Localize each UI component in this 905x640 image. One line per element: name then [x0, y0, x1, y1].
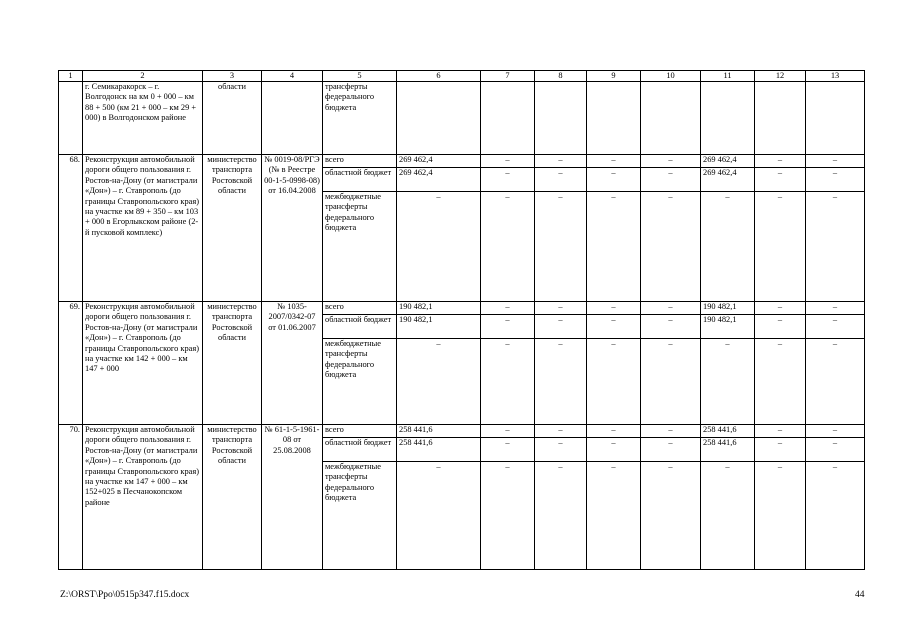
- organization-cell: области: [203, 82, 262, 155]
- header-cell: 7: [481, 71, 535, 82]
- row-number-cell: 68.: [59, 155, 83, 302]
- funding-source-cell: областной бюджет: [323, 438, 397, 462]
- document-cell: № 0019-08/РГЭ (№ в Реестре 00-1-5-0998-08) от 16.04.2008: [262, 155, 323, 302]
- header-cell: 13: [806, 71, 865, 82]
- amount-cell: 190 482,1: [397, 315, 481, 339]
- row-number-cell: 70.: [59, 425, 83, 570]
- table-row-continuation: [59, 82, 865, 155]
- amount-cell: 190 482,1: [397, 302, 481, 315]
- header-cell: 10: [641, 71, 701, 82]
- project-name-cell: Реконструкция автомобильной дороги общего пользования г. Ростов-на-Дону (от магистрали «Дон») – г. Ставрополь (до границы Ставропольского края) на участке км 89 + 350 – км 103 + 000 в Егорлыкском районе (2-й пусковой комплекс): [83, 155, 203, 302]
- amount-cell: 269 462,4: [701, 155, 755, 168]
- project-name-cell: г. Семикаракорск – г. Волгодонск на км 0 + 000 – км 88 + 500 (км 21 + 000 – км 29 + 000) в Волгодонском районе: [83, 82, 203, 155]
- funding-source-cell: областной бюджет: [323, 315, 397, 339]
- amount-cell: 190 482,1: [701, 302, 755, 315]
- amount-cell: 258 441,6: [397, 425, 481, 438]
- footer-file-path: Z:\ORST\Ppo\0515p347.f15.docx: [60, 590, 190, 600]
- amount-cell: 258 441,6: [397, 438, 481, 462]
- table-row: межбюджетные трансферты федерального бюджета – – – – – – – –: [59, 192, 865, 302]
- header-cell: 8: [535, 71, 587, 82]
- header-cell: 11: [701, 71, 755, 82]
- header-cell: 2: [83, 71, 203, 82]
- organization-cell: министерство транспорта Ростовской области: [203, 425, 262, 570]
- funding-source-cell: межбюджетные трансферты федерального бюджета: [323, 462, 397, 570]
- header-cell: 5: [323, 71, 397, 82]
- funding-source-cell: межбюджетные трансферты федерального бюджета: [323, 192, 397, 302]
- table-row: межбюджетные трансферты федерального бюджета – – – – – – – –: [59, 339, 865, 425]
- funding-source-cell: всего: [323, 425, 397, 438]
- funding-source-cell: всего: [323, 155, 397, 168]
- header-cell: 9: [587, 71, 641, 82]
- document-cell: [262, 82, 323, 155]
- header-cell: 4: [262, 71, 323, 82]
- funding-source-cell: всего: [323, 302, 397, 315]
- organization-cell: министерство транспорта Ростовской области: [203, 155, 262, 302]
- funding-source-cell: трансферты федерального бюджета: [323, 82, 397, 155]
- table-row: областной бюджет 190 482,1 – – – – 190 482,1 – –: [59, 315, 865, 339]
- funding-source-cell: межбюджетные трансферты федерального бюджета: [323, 339, 397, 425]
- amount-cell: 269 462,4: [397, 155, 481, 168]
- table-row: 69. Реконструкция автомобильной дороги общего пользования г. Ростов-на-Дону (от магистрали «Дон») – г. Ставрополь (до границы Ставропольского края) на участке км 142 + 000 – км 147 + 000 министерство транспорта Ростовской области № 1035-2007/0342-07 от 01.06.2007 всего 190 482,1 – – – – 190 482,1 – –: [59, 302, 865, 315]
- funding-source-cell: областной бюджет: [323, 168, 397, 192]
- amount-cell: 190 482,1: [701, 315, 755, 339]
- project-name-cell: Реконструкция автомобильной дороги общего пользования г. Ростов-на-Дону (от магистрали «Дон») – г. Ставрополь (до границы Ставропольского края) на участке км 142 + 000 – км 147 + 000: [83, 302, 203, 425]
- column-number-header: [59, 71, 865, 82]
- document-cell: № 61-1-5-1961-08 от 25.08.2008: [262, 425, 323, 570]
- row-number-cell: [59, 82, 83, 155]
- table-row: 70. Реконструкция автомобильной дороги общего пользования г. Ростов-на-Дону (от магистрали «Дон») – г. Ставрополь (до границы Ставропольского края) на участке км 147 + 000 – км 152+025 в Песчанокопском районе министерство транспорта Ростовской области № 61-1-5-1961-08 от 25.08.2008 всего 258 441,6 – – – – 258 441,6 – –: [59, 425, 865, 438]
- row-number-cell: 69.: [59, 302, 83, 425]
- organization-cell: министерство транспорта Ростовской области: [203, 302, 262, 425]
- amount-cell: 258 441,6: [701, 438, 755, 462]
- document-cell: № 1035-2007/0342-07 от 01.06.2007: [262, 302, 323, 425]
- amount-cell: 269 462,4: [701, 168, 755, 192]
- program-table: [58, 70, 865, 570]
- table-row: областной бюджет 258 441,6 – – – – 258 441,6 – –: [59, 438, 865, 462]
- page-number: 44: [855, 590, 865, 600]
- amount-cell: 269 462,4: [397, 168, 481, 192]
- header-cell: 12: [755, 71, 806, 82]
- amount-cell: 258 441,6: [701, 425, 755, 438]
- project-name-cell: Реконструкция автомобильной дороги общего пользования г. Ростов-на-Дону (от магистрали «Дон») – г. Ставрополь (до границы Ставропольского края) на участке км 147 + 000 – км 152+025 в Песчанокопском районе: [83, 425, 203, 570]
- table-row: межбюджетные трансферты федерального бюджета – – – – – – – –: [59, 462, 865, 570]
- header-cell: 6: [397, 71, 481, 82]
- table-row: областной бюджет 269 462,4 – – – – 269 462,4 – –: [59, 168, 865, 192]
- header-cell: 1: [59, 71, 83, 82]
- header-cell: 3: [203, 71, 262, 82]
- table-row: 68. Реконструкция автомобильной дороги общего пользования г. Ростов-на-Дону (от магистрали «Дон») – г. Ставрополь (до границы Ставропольского края) на участке км 89 + 350 – км 103 + 000 в Егорлыкском районе (2-й пусковой комплекс) министерство транспорта Ростовской области № 0019-08/РГЭ (№ в Реестре 00-1-5-0998-08) от 16.04.2008 всего 269 462,4 – – – – 269 462,4 – –: [59, 155, 865, 168]
